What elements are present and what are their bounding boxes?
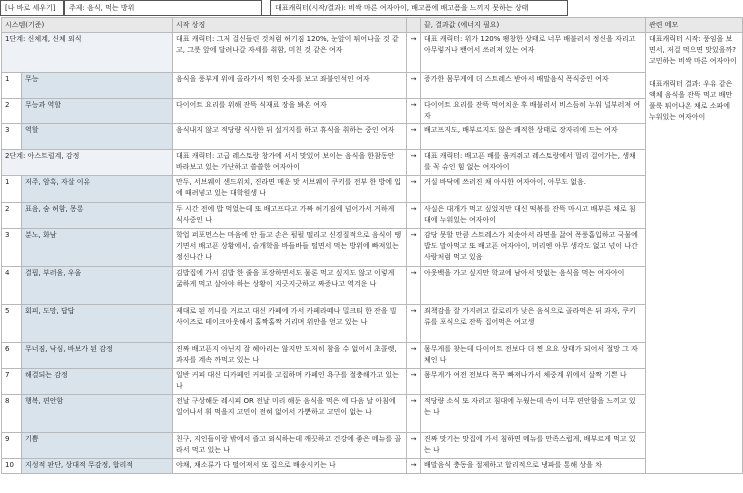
row-number: 6 xyxy=(2,343,22,369)
arrow-icon: → xyxy=(407,267,421,305)
system-cell: 지성적 판단, 상대적 무감정, 합리적 xyxy=(22,459,173,474)
arrow-icon: → xyxy=(407,99,421,124)
arrow-icon: → xyxy=(407,343,421,369)
arrow-icon: → xyxy=(407,150,421,176)
system-cell: 무너짐, 낙심, 바보가 된 감정 xyxy=(22,343,173,369)
row-number: 5 xyxy=(2,305,22,343)
table-row xyxy=(2,203,743,229)
arrow-icon: → xyxy=(407,395,421,433)
row-number: 7 xyxy=(2,369,22,395)
system-cell: 행복, 편안함 xyxy=(22,395,173,433)
table-row xyxy=(2,369,743,395)
end-cell: 아웃백을 가고 싶지만 학교에 남아서 맛없는 음식을 먹는 여자아이 xyxy=(421,267,646,305)
start-cell: 학업 퍼포먼스는 마음에 안 들고 손은 펄펄 떨리고 신경질적으로 음식이 땡기면서 배고픈 상황에서, 슬개학을 바들바들 떨면서 먹는 방위에 빠져있는 정신나간 나 xyxy=(173,229,407,267)
row-number: 10 xyxy=(2,459,22,474)
end-cell: 대표 캐릭터: 배고픈 배를 움켜쥐고 레스토랑에서 멀리 걸어가는, 생채를 꼭 슈인 힘 없는 여자아이 xyxy=(421,150,646,176)
system-cell: 회피, 도망, 답답 xyxy=(22,305,173,343)
arrow-icon: → xyxy=(407,229,421,267)
table-row xyxy=(2,305,743,343)
end-cell: 대표 캐릭터: 위가 120% 팽창한 상태로 너무 배불러서 정신을 자리고 아무렇거나 밴어서 쓰러져 있는 여자 xyxy=(421,33,646,73)
header-start: 시작 상징 xyxy=(173,18,407,33)
start-cell: 음식을 풍부게 위에 올라가서 찍힌 숫자를 보고 좌불인석인 여자 xyxy=(173,73,407,99)
end-cell: 증가한 몸무게에 더 스트레스 받아서 배말음식 폭식중인 여자 xyxy=(421,73,646,99)
row-number: 2 xyxy=(2,203,22,229)
arrow-icon: → xyxy=(407,73,421,99)
representative-character-label: 대표캐릭터(시작/결과): 비싹 마른 여자아이, 배고픔에 배고픔을 느끼지 못하는 상태 xyxy=(270,0,568,16)
arrow-icon: → xyxy=(407,203,421,229)
start-cell: 일반 커피 대신 디카페인 커피를 고집하며 카페인 욕구를 절충해가고 있는 나 xyxy=(173,369,407,395)
system-cell: 역할 xyxy=(22,124,173,150)
table-row xyxy=(2,395,743,433)
end-cell: 다이어트 요리를 잔뜩 먹어치운 후 배불러서 비스듬히 누워 널부러져 여자 xyxy=(421,99,646,124)
start-cell: 친구, 지인들이랑 밖에서 즐고 외식하는데 깨끗하고 건강에 좋은 메뉴를 골라서 먹고 있는 나 xyxy=(173,433,407,459)
row-number: 1 xyxy=(2,73,22,99)
start-cell: 제대로 된 끼니를 거르고 대신 카페에 가서 카페라떼나 밀크티 한 잔을 빌사이즈로 테이크아웃해서 홀짝홀짝 거리며 위안을 얻고 있는 나 xyxy=(173,305,407,343)
arrow-icon: → xyxy=(407,459,421,474)
symbol-table xyxy=(1,17,743,474)
table-row xyxy=(2,459,743,474)
row-number: 1 xyxy=(2,176,22,203)
header-end: 끝, 결과값 (에너지 필요) xyxy=(421,18,646,33)
table-row xyxy=(2,343,743,369)
memo-cell xyxy=(646,33,743,474)
system-cell: 분노, 화남 xyxy=(22,229,173,267)
document-title: [나 바로 세우기] xyxy=(0,0,64,16)
header-arrow xyxy=(407,18,421,33)
arrow-icon: → xyxy=(407,369,421,395)
topic-label: 주제: 음식, 먹는 방위 xyxy=(64,0,262,16)
stage-label: 1단계: 신체계, 신체 외식 xyxy=(2,33,173,73)
end-cell: 몸무게가 여전 전보다 폭꾸 빠져나가서 체중계 위에서 살짝 기쁜 나 xyxy=(421,369,646,395)
start-cell: 대표 캐릭터: 고급 레스토랑 창가에 서서 맛있어 보이는 음식을 한참동안 바라보고 있는 가난하고 쓸쓸한 여자아이 xyxy=(173,150,407,176)
table-row xyxy=(2,99,743,124)
stage-label: 2단계: 아스트럴계, 감정 xyxy=(2,150,173,176)
table-header-row xyxy=(2,18,743,33)
end-cell: 진짜 맛기는 맛집에 가서 침하면 메뉴를 만족스럽게, 배부르게 먹고 있는 나 xyxy=(421,433,646,459)
system-cell: 무능과 역할 xyxy=(22,99,173,124)
arrow-icon: → xyxy=(407,305,421,343)
system-cell: 결핍, 부러움, 우울 xyxy=(22,267,173,305)
arrow-icon: → xyxy=(407,33,421,73)
table-row xyxy=(2,229,743,267)
title-bar xyxy=(0,0,743,16)
arrow-icon: → xyxy=(407,176,421,203)
end-cell: 배고프지도, 배부르지도 않은 쾌적한 상태로 장자리에 드는 여자 xyxy=(421,124,646,150)
table-row xyxy=(2,73,743,99)
row-number: 3 xyxy=(2,229,22,267)
end-cell: 감당 못할 만큼 스트레스가 치솟아서 라면을 끓여 폭풍흡입하고 국물에 밥도 말아먹고 또 배고픈 여자아이, 머리엔 아무 생각도 없고 넋이 나간 사람처럼 먹고 있음 xyxy=(421,229,646,267)
start-cell: 두 시간 전에 밥 먹었는데 또 배고프다고 가짜 허기짐에 넘어가서 거하게 식사중인 나 xyxy=(173,203,407,229)
row-number: 9 xyxy=(2,433,22,459)
end-cell: 적당량 소식 또 자러고 침대에 누웠는데 속이 너무 편안함을 느끼고 있는 나 xyxy=(421,395,646,433)
table-row xyxy=(2,267,743,305)
table-row xyxy=(2,150,743,176)
start-cell: 만두, 서브웨이 샌드위치, 진라면 매운 맛 서브웨이 쿠키를 전부 한 방에 입에 때려넣고 있는 대학원생 나 xyxy=(173,176,407,203)
table-row xyxy=(2,124,743,150)
row-number: 8 xyxy=(2,395,22,433)
title-gap xyxy=(262,0,270,16)
start-cell: 김밥집에 가서 김밥 한 줄을 포장하면서도 물론 먹고 싶지도 않고 이렇게 굶하게 먹고 살아야 하는 상황이 지긋지긋하고 짜증나고 역겨운 나 xyxy=(173,267,407,305)
row-number: 3 xyxy=(2,124,22,150)
arrow-icon: → xyxy=(407,433,421,459)
end-cell: 죄책감을 잘 가지려고 칼로리가 낮은 음식으로 골라먹은 뒤 과자, 쿠키류를 포식으로 잔뜩 집어먹은 여고생 xyxy=(421,305,646,343)
start-cell: 다이어트 요리를 위해 잔뜩 식재료 장을 봐온 여자 xyxy=(173,99,407,124)
header-system: 시스템(기준) xyxy=(2,18,173,33)
start-cell: 대표 캐릭터: 그저 걸신들린 것처럼 허기짐 120%, 눈앞이 튀어나올 것 같고, 그릇 앞에 달려나갈 자세를 취함, 미친 것 같은 여자 xyxy=(173,33,407,73)
table-row xyxy=(2,33,743,73)
arrow-icon: → xyxy=(407,124,421,150)
end-cell: 거실 바닥에 쓰러진 채 아사한 여자아이, 아무도 없음. xyxy=(421,176,646,203)
system-cell: 무능 xyxy=(22,73,173,99)
header-memo: 관련 메모 xyxy=(646,18,743,33)
memo-result: 대표캐릭터 결과: 우유 같은 액체 음식을 잔뜩 먹고 배만 풀룩 튀어나온 채로 소파에 누워있는 여자아이 xyxy=(649,80,733,121)
start-cell: 진짜 배고픈지 아닌지 잘 헤아리는 않지만 도저히 참을 수 없어서 초콜렛, 과자를 계속 까먹고 있는 나 xyxy=(173,343,407,369)
system-cell: 저주, 암흑, 자살 이유 xyxy=(22,176,173,203)
memo-start: 대표캐릭터 시작: 풍임을 보면서, 저걸 먹으면 맛있을까? 고민하는 비싹 마른 여자아이 xyxy=(649,35,737,65)
start-cell: 전날 구상해둔 레시피 OR 전날 미리 해둔 음식을 먹은 에 다음 날 아침에 일어나서 휘 먹을지 고민이 전혀 없어서 가뿐하고 고민이 없는 나 xyxy=(173,395,407,433)
start-cell: 음식내지 않고 적당량 식사한 뒤 설거지를 하고 휴식을 취하는 중인 여자 xyxy=(173,124,407,150)
table-row xyxy=(2,433,743,459)
start-cell: 야채, 채소류가 다 떨어져서 또 집으로 배송시키는 나 xyxy=(173,459,407,474)
end-cell: 몸무게를 찾는데 다이어트 전보다 더 찐 요요 상태가 되어서 절망 그 자체인 나 xyxy=(421,343,646,369)
system-cell: 기쁨 xyxy=(22,433,173,459)
row-number: 4 xyxy=(2,267,22,305)
end-cell: 사실은 대개가 먹고 싶었지만 대신 떡볶를 잔뜩 마시고 배부른 채로 침대에 누워있는 여자아이 xyxy=(421,203,646,229)
system-cell: 표음, 숨 허함, 몽롱 xyxy=(22,203,173,229)
row-number: 2 xyxy=(2,99,22,124)
system-cell: 해결되는 감정 xyxy=(22,369,173,395)
table-row xyxy=(2,176,743,203)
end-cell: 배말음식 충동을 절제하고 합리적으로 냉파를 통해 상을 차 xyxy=(421,459,646,474)
